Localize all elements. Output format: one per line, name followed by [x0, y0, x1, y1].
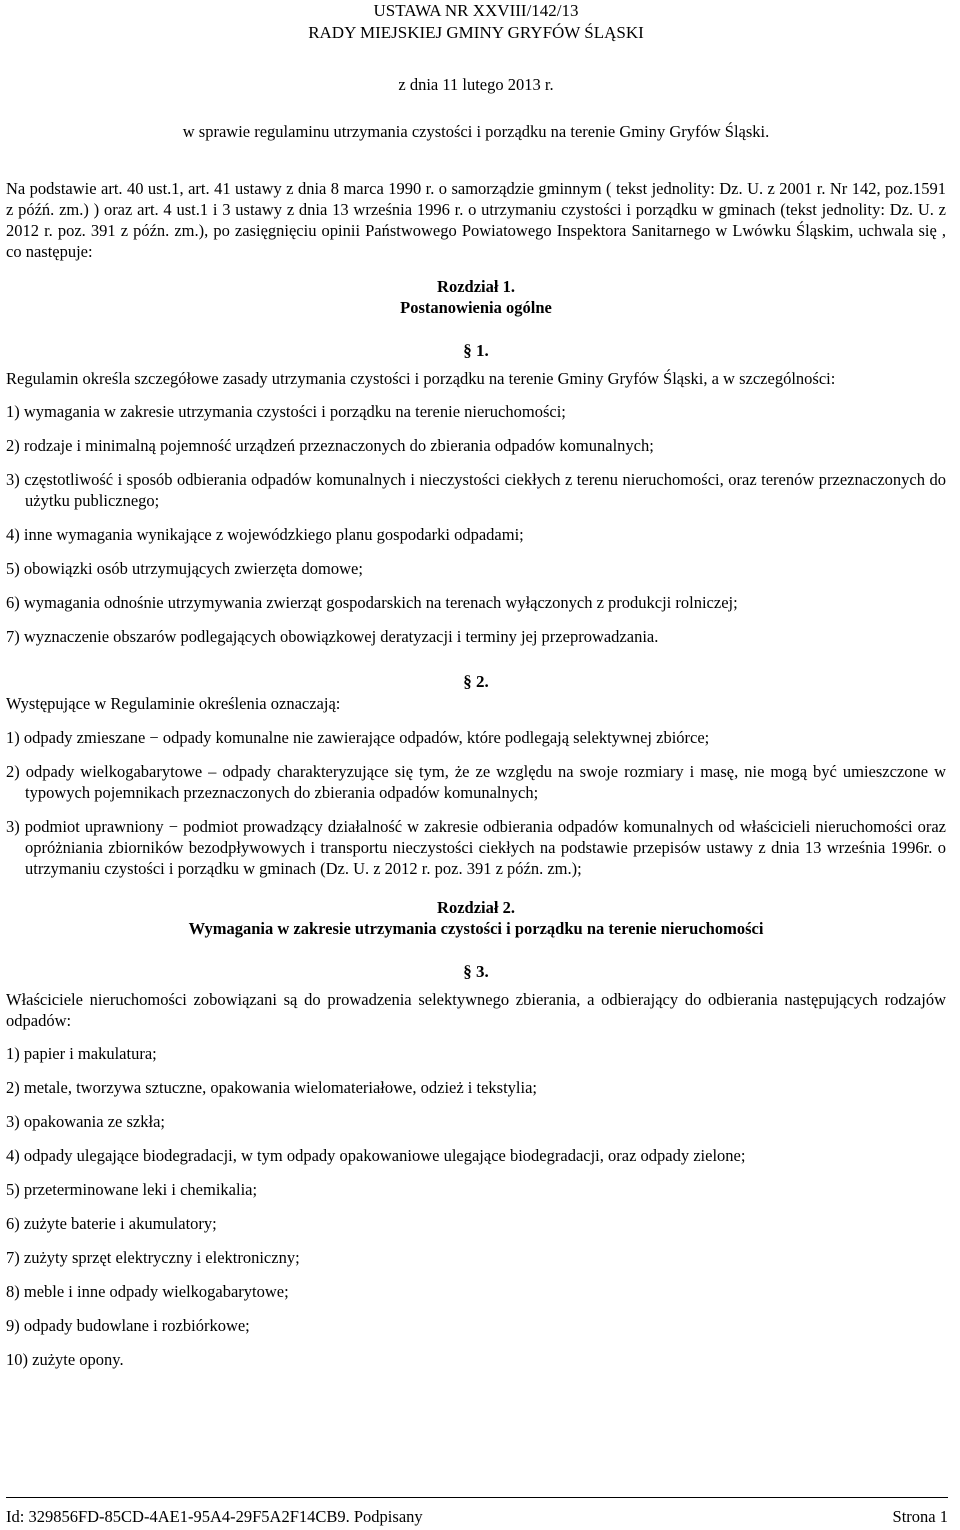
paragraph-2-list: [6, 727, 946, 879]
list-item: 8) meble i inne odpady wielkogabarytowe;: [6, 1282, 289, 1301]
list-item: 6) zużyte baterie i akumulatory;: [6, 1214, 217, 1233]
act-subject: w sprawie regulaminu utrzymania czystości i porządku na terenie Gminy Gryfów Śląski.: [182, 122, 770, 141]
act-date: z dnia 11 lutego 2013 r.: [398, 75, 554, 94]
chapter-2-number: Rozdział 2.: [437, 898, 515, 917]
paragraph-3-heading: § 3.: [463, 962, 489, 981]
chapter-2: [6, 897, 946, 939]
list-item: 7) zużyty sprzęt elektryczny i elektroniczny;: [6, 1248, 300, 1267]
list-item: 4) odpady ulegające biodegradacji, w tym odpady opakowaniowe ulegające biodegradacji, oraz odpady zielone;: [6, 1146, 746, 1165]
act-title-line1: USTAWA NR XXVIII/142/13: [373, 1, 579, 20]
paragraph-2-text: Występujące w Regulaminie określenia oznaczają:: [6, 694, 341, 713]
list-item: 6) wymagania odnośnie utrzymywania zwierząt gospodarskich na terenach wyłączonych z produkcji rolniczej;: [6, 593, 738, 612]
list-item: 4) inne wymagania wynikające z wojewódzkiego planu gospodarki odpadami;: [6, 525, 524, 544]
chapter-1: [6, 276, 946, 318]
list-item: 9) odpady budowlane i rozbiórkowe;: [6, 1316, 250, 1335]
document-id: Id: 329856FD-85CD-4AE1-95A4-29F5A2F14CB9. Podpisany: [6, 1507, 423, 1526]
paragraph-1-list: [6, 401, 946, 647]
list-item: 7) wyznaczenie obszarów podlegających obowiązkowej deratyzacji i terminy jej przeprowadzania.: [6, 627, 659, 646]
list-item: 3) opakowania ze szkła;: [6, 1112, 165, 1131]
list-item: 2) rodzaje i minimalną pojemność urządzeń przeznaczonych do zbierania odpadów komunalnych;: [6, 436, 654, 455]
paragraph-3-list: [6, 1043, 946, 1370]
paragraph-1-heading: § 1.: [463, 341, 489, 360]
chapter-1-title: Postanowienia ogólne: [400, 298, 552, 317]
list-item: 3) częstotliwość i sposób odbierania odpadów komunalnych i nieczystości ciekłych z terenu nieruchomości, oraz terenów przeznaczonych do użytku publicznego;: [6, 470, 946, 510]
preamble: Na podstawie art. 40 ust.1, art. 41 ustawy z dnia 8 marca 1990 r. o samorządzie gminnym ( tekst jednolity: Dz. U. z 2001 r. Nr 142, poz.1591 z późń. zm.) ) oraz art. 4 ust.1 i 3 ustawy z dnia 13 września 1996 r. o utrzymaniu czystości i porządku w gminach (tekst jednolity: Dz. U. z 2012 r. poz. 391 z późn. zm.), po zasięgnięciu opinii Państwowego Powiatowego Inspektora Sanitarnego w Lwówku Śląskim, uchwala się , co następuje:: [6, 179, 946, 261]
list-item: 2) odpady wielkogabarytowe – odpady charakteryzujące się tym, że ze względu na swoje rozmiary i masę, nie mogą być umieszczone w typowych pojemnikach przeznaczonych do zbierania odpadów komunalnych;: [6, 762, 946, 802]
paragraph-3-text: Właściciele nieruchomości zobowiązani są do prowadzenia selektywnego zbierania, a odbierający do odbierania następujących rodzajów odpadów:: [6, 990, 946, 1030]
list-item: 3) podmiot uprawniony − podmiot prowadzący działalność w zakresie odbierania odpadów komunalnych od właścicieli nieruchomości oraz opróżniania zbiorników bezodpływowych i transportu nieczystości ciekłych na podstawie przepisów ustawy z dnia 13 września 1996r. o utrzymaniu czystości i porządku w gminach (Dz. U. z 2012 r. poz. 391 z późn. zm.);: [6, 817, 946, 878]
list-item: 1) papier i makulatura;: [6, 1044, 157, 1063]
list-item: 1) wymagania w zakresie utrzymania czystości i porządku na terenie nieruchomości;: [6, 402, 566, 421]
page-number: Strona 1: [892, 1507, 948, 1526]
list-item: 5) obowiązki osób utrzymujących zwierzęta domowe;: [6, 559, 363, 578]
act-title-line2: RADY MIEJSKIEJ GMINY GRYFÓW ŚLĄSKI: [308, 23, 644, 42]
chapter-1-number: Rozdział 1.: [437, 277, 515, 296]
chapter-2-title: Wymagania w zakresie utrzymania czystości i porządku na terenie nieruchomości: [188, 919, 764, 938]
list-item: 2) metale, tworzywa sztuczne, opakowania wielomateriałowe, odzież i tekstylia;: [6, 1078, 537, 1097]
page-footer: [6, 1497, 948, 1527]
paragraph-2-heading: § 2.: [463, 672, 489, 691]
paragraph-1-text: Regulamin określa szczegółowe zasady utrzymania czystości i porządku na terenie Gminy Gryfów Śląski, a w szczególności:: [6, 369, 836, 388]
document-page: [6, 0, 946, 1370]
list-item: 1) odpady zmieszane − odpady komunalne nie zawierające odpadów, które podlegają selektywnej zbiórce;: [6, 728, 710, 747]
list-item: 5) przeterminowane leki i chemikalia;: [6, 1180, 258, 1199]
list-item: 10) zużyte opony.: [6, 1350, 124, 1369]
